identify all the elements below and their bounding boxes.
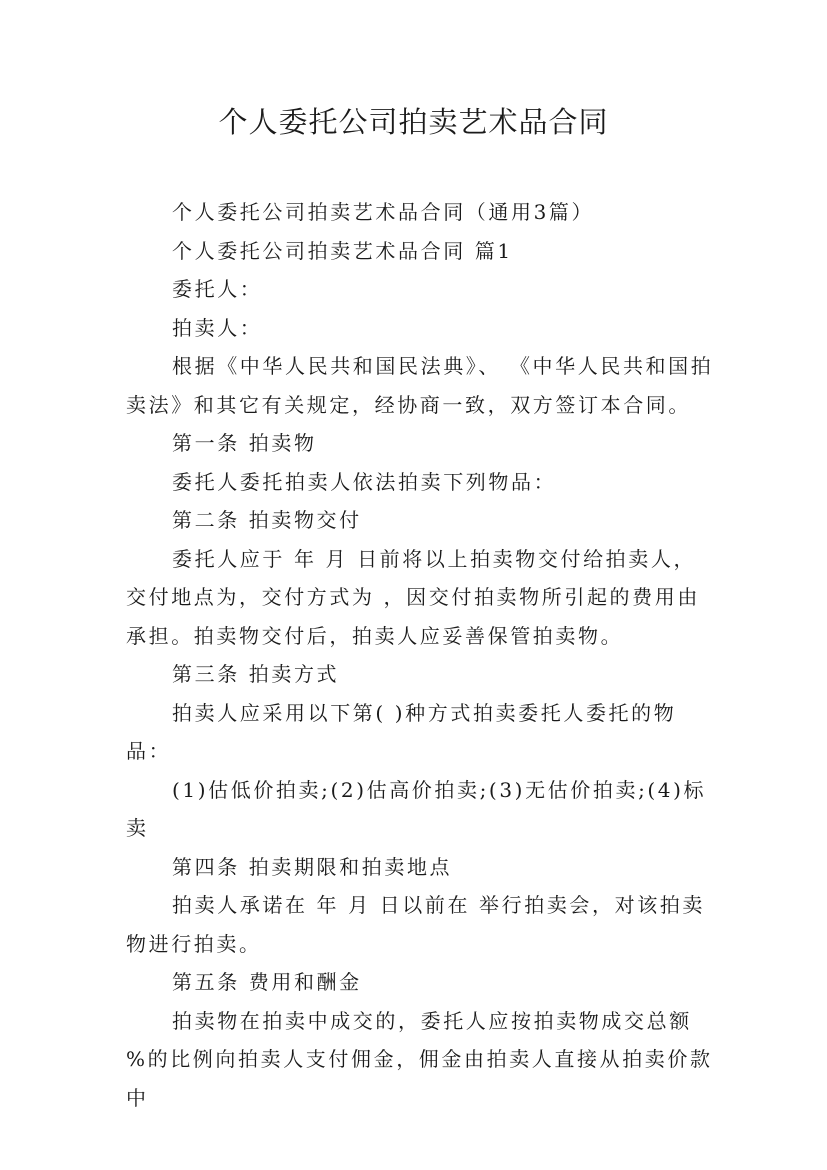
article-3-text: 拍卖人应采用以下第( )种方式拍卖委托人委托的物品： [126, 700, 677, 763]
paragraph-legal-basis: 根据《中华人民共和国民法典》、 《中华人民共和国拍卖法》和其它有关规定，经协商一致，双方签订本合同。 [126, 354, 714, 417]
article-1-text: 委托人委托拍卖人依法拍卖下列物品： [172, 469, 557, 494]
paragraph-consignor: 委托人： [172, 277, 263, 301]
paragraph-heading-general: 个人委托公司拍卖艺术品合同（通用3篇） [172, 200, 595, 224]
article-5-heading: 第五条 费用和酬金 [172, 970, 362, 994]
article-4-heading: 第四条 拍卖期限和拍卖地点 [172, 854, 453, 879]
document-body [126, 193, 716, 1117]
article-5-text: 拍卖物在拍卖中成交的，委托人应按拍卖物成交总额 %的比例向拍卖人支付佣金，佣金由拍卖人直接从拍卖价款中 [126, 1008, 713, 1110]
paragraph-auctioneer: 拍卖人： [172, 315, 263, 340]
paragraph-heading-part1: 个人委托公司拍卖艺术品合同 篇1 [172, 238, 513, 263]
article-1-heading: 第一条 拍卖物 [172, 431, 317, 455]
article-4-text: 拍卖人承诺在 年 月 日以前在 举行拍卖会，对该拍卖物进行拍卖。 [126, 893, 706, 956]
article-2-heading: 第二条 拍卖物交付 [172, 508, 362, 532]
document-title: 个人委托公司拍卖艺术品合同 [218, 105, 609, 139]
article-3-options: (1)估低价拍卖;(2)估高价拍卖;(3)无估价拍卖;(4)标卖 [126, 777, 707, 840]
article-3-heading: 第三条 拍卖方式 [172, 662, 340, 686]
article-2-text: 委托人应于 年 月 日前将以上拍卖物交付给拍卖人，交付地点为，交付方式为 ，因交付拍卖物所引起的费用由承担。拍卖物交付后，拍卖人应妥善保管拍卖物。 [126, 546, 700, 648]
